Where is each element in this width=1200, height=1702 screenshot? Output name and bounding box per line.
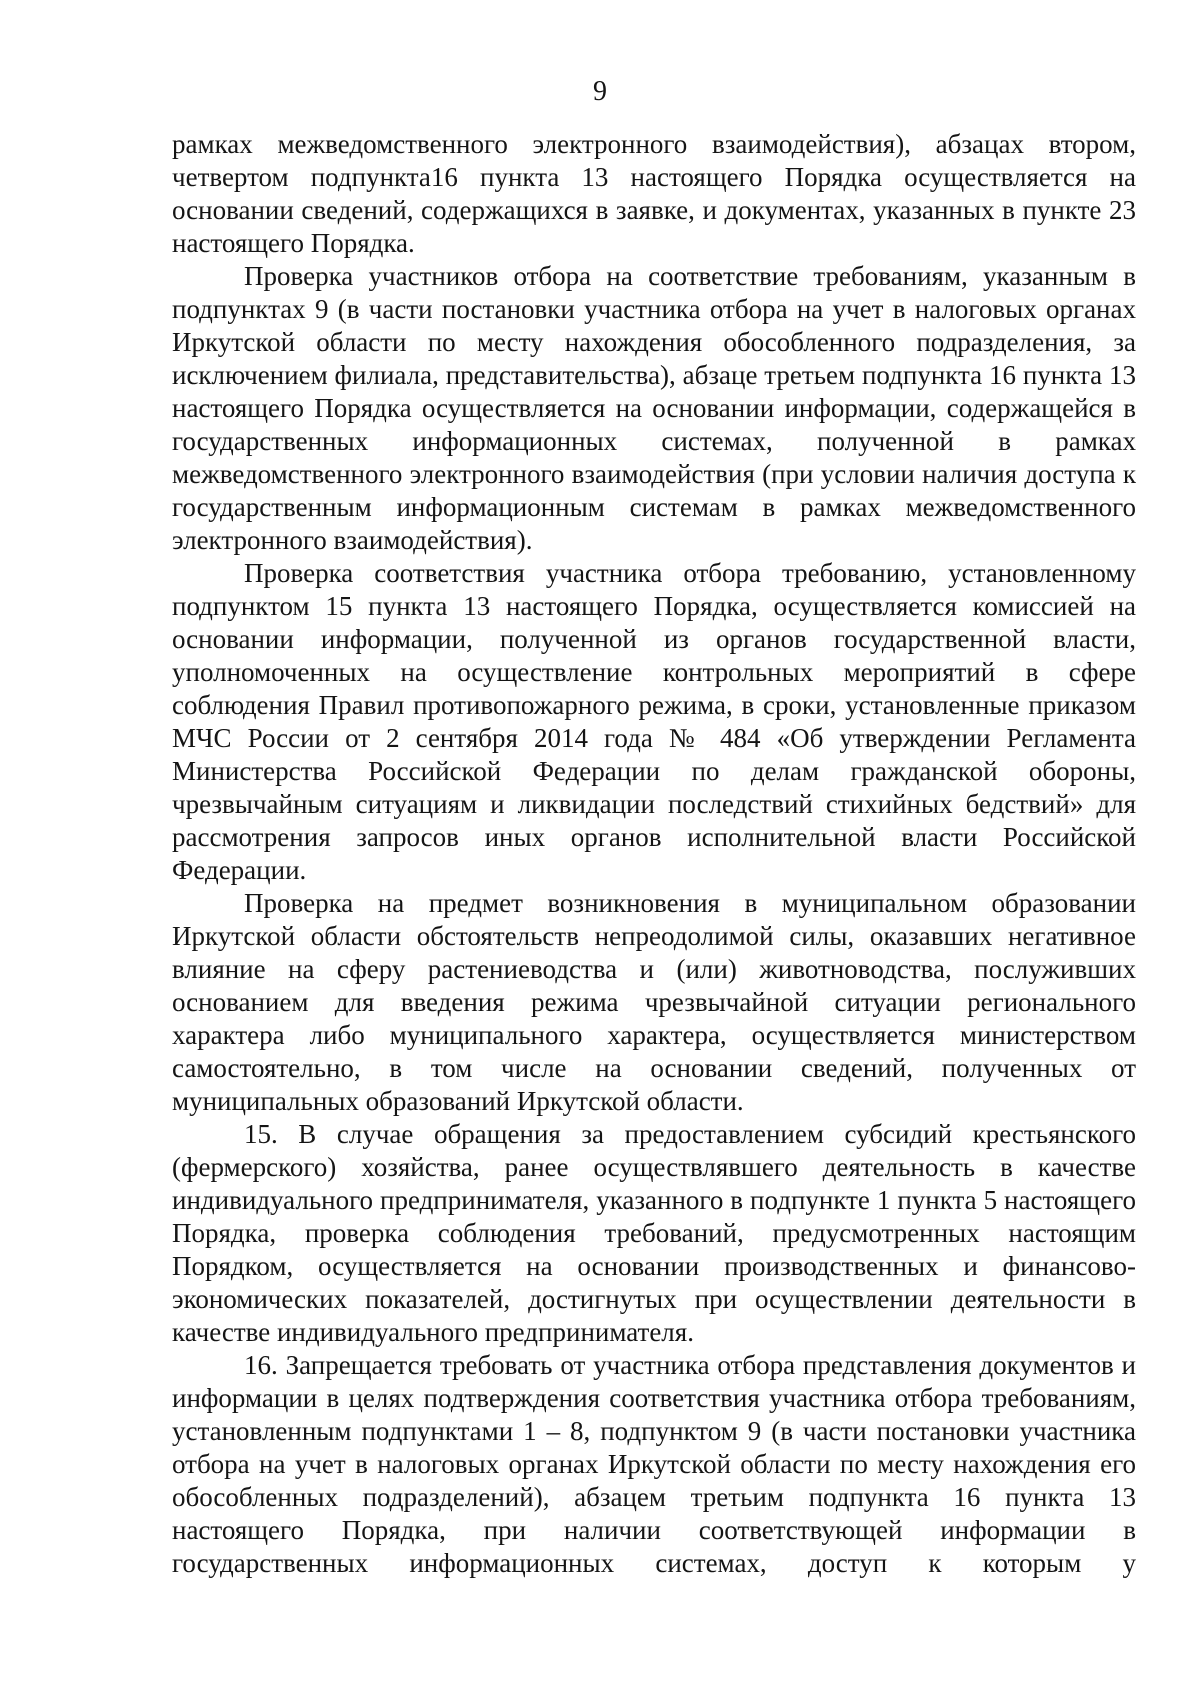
page-number: 9 <box>593 76 607 107</box>
paragraph-clause-16: 16. Запрещается требовать от участника отбора представления документов и информации в целях подтверждения соответствия участника отбора требованиям, установленным подпунктами 1 – 8, подпунктом 9 (в части постановки участника отбора на учет в налоговых органах Иркутской области по месту нахождения его обособленных подразделений), абзацем третьим подпункта 16 пункта 13 настоящего Порядка, при наличии соответствующей информации в государственных информационных системах, доступ к которым у <box>172 1350 1136 1578</box>
paragraph-continuation: рамках межведомственного электронного взаимодействия), абзацах втором, четвертом подпункта16 пункта 13 настоящего Порядка осуществляется на основании сведений, содержащихся в заявке, и документах, указанных в пункте 23 настоящего Порядка. <box>172 129 1136 258</box>
paragraph-verification-info-systems: Проверка участников отбора на соответствие требованиям, указанным в подпунктах 9 (в части постановки участника отбора на учет в налоговых органах Иркутской области по месту нахождения обособленного подразделения, за исключением филиала, представительства), абзаце третьем подпункта 16 пункта 13 настоящего Порядка осуществляется на основании информации, содержащейся в государственных информационных системах, полученной в рамках межведомственного электронного взаимодействия (при условии наличия доступа к государственным информационным системам в рамках межведомственного электронного взаимодействия). <box>172 261 1136 555</box>
paragraph-force-majeure-check: Проверка на предмет возникновения в муниципальном образовании Иркутской области обстоятельств непреодолимой силы, оказавших негативное влияние на сферу растениеводства и (или) животноводства, послуживших основанием для введения режима чрезвычайной ситуации регионального характера либо муниципального характера, осуществляется министерством самостоятельно, в том числе на основании сведений, полученных от муниципальных образований Иркутской области. <box>172 888 1136 1116</box>
paragraph-verification-commission: Проверка соответствия участника отбора требованию, установленному подпунктом 15 пункта 13 настоящего Порядка, осуществляется комиссией на основании информации, полученной из органов государственной власти, уполномоченных на осуществление контрольных мероприятий в сфере соблюдения Правил противопожарного режима, в сроки, установленные приказом МЧС России от 2 сентября 2014 года № 484 «Об утверждении Регламента Министерства Российской Федерации по делам гражданской обороны, чрезвычайным ситуациям и ликвидации последствий стихийных бедствий» для рассмотрения запросов иных органов исполнительной власти Российской Федерации. <box>172 558 1136 885</box>
document-body <box>172 128 1136 1580</box>
paragraph-clause-15: 15. В случае обращения за предоставлением субсидий крестьянского (фермерского) хозяйства, ранее осуществлявшего деятельность в качестве индивидуального предпринимателя, указанного в подпункте 1 пункта 5 настоящего Порядка, проверка соблюдения требований, предусмотренных настоящим Порядком, осуществляется на основании производственных и финансово-экономических показателей, достигнутых при осуществлении деятельности в качестве индивидуального предпринимателя. <box>172 1119 1136 1347</box>
